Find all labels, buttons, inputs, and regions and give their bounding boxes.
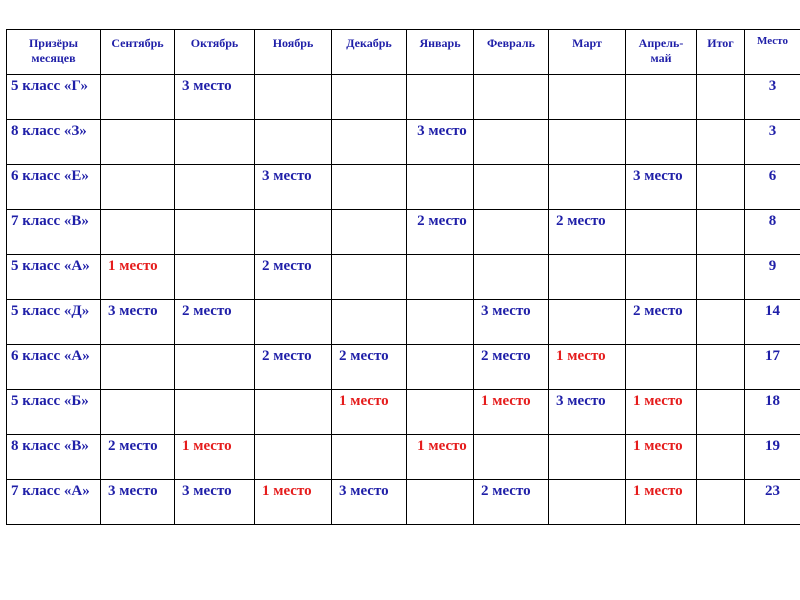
month-result-cell: 3 место xyxy=(332,480,407,525)
month-result-cell: 1 место xyxy=(626,480,697,525)
table-row xyxy=(7,255,800,300)
month-result-cell xyxy=(549,120,626,165)
month-result-cell xyxy=(255,75,332,120)
total-cell: 19 xyxy=(745,435,800,480)
month-result-cell: 1 место xyxy=(407,435,474,480)
table-row xyxy=(7,435,800,480)
class-name-cell: 6 класс «А» xyxy=(7,345,101,390)
month-result-cell xyxy=(175,210,255,255)
month-result-cell xyxy=(332,75,407,120)
month-result-cell xyxy=(626,120,697,165)
month-result-cell xyxy=(255,390,332,435)
total-cell: 8 xyxy=(745,210,800,255)
header-cell: Место xyxy=(745,30,800,75)
month-result-cell: 2 место xyxy=(407,210,474,255)
month-result-cell xyxy=(255,210,332,255)
month-result-cell xyxy=(407,165,474,210)
month-result-cell xyxy=(697,165,745,210)
month-result-cell xyxy=(626,345,697,390)
total-cell: 6 xyxy=(745,165,800,210)
month-result-cell xyxy=(332,300,407,345)
header-row xyxy=(7,30,800,75)
month-result-cell xyxy=(697,210,745,255)
month-result-cell: 2 место xyxy=(175,300,255,345)
month-result-cell: 2 место xyxy=(255,255,332,300)
month-result-cell: 1 место xyxy=(101,255,175,300)
month-result-cell xyxy=(697,480,745,525)
month-result-cell xyxy=(626,255,697,300)
month-result-cell: 2 место xyxy=(474,480,549,525)
total-cell: 17 xyxy=(745,345,800,390)
month-result-cell: 1 место xyxy=(175,435,255,480)
month-result-cell xyxy=(697,255,745,300)
month-result-cell: 1 место xyxy=(255,480,332,525)
total-cell: 9 xyxy=(745,255,800,300)
month-result-cell: 2 место xyxy=(626,300,697,345)
table-row xyxy=(7,480,800,525)
header-cell: Ноябрь xyxy=(255,30,332,75)
month-result-cell xyxy=(175,165,255,210)
month-result-cell: 3 место xyxy=(549,390,626,435)
month-result-cell xyxy=(255,300,332,345)
month-result-cell: 2 место xyxy=(549,210,626,255)
month-result-cell: 3 место xyxy=(175,480,255,525)
month-result-cell xyxy=(474,210,549,255)
month-result-cell xyxy=(626,75,697,120)
month-result-cell xyxy=(549,300,626,345)
month-result-cell: 3 место xyxy=(474,300,549,345)
month-result-cell xyxy=(549,255,626,300)
month-result-cell xyxy=(332,120,407,165)
total-cell: 18 xyxy=(745,390,800,435)
total-cell: 3 xyxy=(745,120,800,165)
month-result-cell: 1 место xyxy=(474,390,549,435)
header-cell: Сентябрь xyxy=(101,30,175,75)
header-cell: Февраль xyxy=(474,30,549,75)
table-body xyxy=(7,75,800,525)
month-result-cell xyxy=(549,165,626,210)
header-cell: Март xyxy=(549,30,626,75)
header-cell: Декабрь xyxy=(332,30,407,75)
month-result-cell: 3 место xyxy=(407,120,474,165)
month-result-cell xyxy=(697,75,745,120)
month-result-cell: 3 место xyxy=(626,165,697,210)
class-name-cell: 5 класс «Б» xyxy=(7,390,101,435)
month-result-cell xyxy=(549,435,626,480)
class-name-cell: 7 класс «А» xyxy=(7,480,101,525)
class-name-cell: 6 класс «Е» xyxy=(7,165,101,210)
month-result-cell xyxy=(332,210,407,255)
month-result-cell xyxy=(332,165,407,210)
total-cell: 14 xyxy=(745,300,800,345)
header-cell: Апрель-май xyxy=(626,30,697,75)
month-result-cell xyxy=(626,210,697,255)
month-result-cell xyxy=(175,255,255,300)
class-name-cell: 5 класс «Д» xyxy=(7,300,101,345)
month-result-cell xyxy=(255,120,332,165)
month-result-cell xyxy=(549,480,626,525)
class-name-cell: 8 класс «В» xyxy=(7,435,101,480)
month-result-cell: 1 место xyxy=(626,390,697,435)
month-result-cell: 3 место xyxy=(255,165,332,210)
month-result-cell xyxy=(474,255,549,300)
total-cell: 23 xyxy=(745,480,800,525)
table-row xyxy=(7,390,800,435)
month-result-cell: 1 место xyxy=(332,390,407,435)
class-name-cell: 8 класс «З» xyxy=(7,120,101,165)
month-result-cell xyxy=(697,390,745,435)
month-result-cell: 2 место xyxy=(101,435,175,480)
table-row xyxy=(7,210,800,255)
month-result-cell xyxy=(474,75,549,120)
month-result-cell xyxy=(101,210,175,255)
table-row xyxy=(7,345,800,390)
month-result-cell xyxy=(101,165,175,210)
class-name-cell: 7 класс «В» xyxy=(7,210,101,255)
month-result-cell: 2 место xyxy=(332,345,407,390)
month-result-cell: 2 место xyxy=(255,345,332,390)
month-result-cell xyxy=(549,75,626,120)
month-result-cell xyxy=(332,435,407,480)
month-result-cell xyxy=(101,75,175,120)
table-row xyxy=(7,75,800,120)
month-result-cell xyxy=(101,390,175,435)
class-name-cell: 5 класс «А» xyxy=(7,255,101,300)
month-result-cell: 2 место xyxy=(474,345,549,390)
month-result-cell xyxy=(697,345,745,390)
month-result-cell xyxy=(697,435,745,480)
month-result-cell xyxy=(332,255,407,300)
month-result-cell xyxy=(407,480,474,525)
prize-table xyxy=(6,29,800,525)
month-result-cell xyxy=(101,345,175,390)
month-result-cell: 3 место xyxy=(101,300,175,345)
table-row xyxy=(7,120,800,165)
month-result-cell xyxy=(697,300,745,345)
total-cell: 3 xyxy=(745,75,800,120)
table-row xyxy=(7,165,800,210)
month-result-cell xyxy=(697,120,745,165)
header-cell: Призёры месяцев xyxy=(7,30,101,75)
month-result-cell xyxy=(255,435,332,480)
month-result-cell: 3 место xyxy=(101,480,175,525)
month-result-cell xyxy=(407,345,474,390)
month-result-cell xyxy=(175,390,255,435)
month-result-cell xyxy=(474,435,549,480)
month-result-cell: 3 место xyxy=(175,75,255,120)
header-cell: Январь xyxy=(407,30,474,75)
month-result-cell xyxy=(407,255,474,300)
month-result-cell: 1 место xyxy=(549,345,626,390)
header-cell: Октябрь xyxy=(175,30,255,75)
table-row xyxy=(7,300,800,345)
month-result-cell xyxy=(175,120,255,165)
class-name-cell: 5 класс «Г» xyxy=(7,75,101,120)
month-result-cell xyxy=(407,75,474,120)
month-result-cell xyxy=(175,345,255,390)
month-result-cell: 1 место xyxy=(626,435,697,480)
month-result-cell xyxy=(101,120,175,165)
header-cell: Итог xyxy=(697,30,745,75)
month-result-cell xyxy=(474,165,549,210)
month-result-cell xyxy=(407,390,474,435)
month-result-cell xyxy=(407,300,474,345)
month-result-cell xyxy=(474,120,549,165)
